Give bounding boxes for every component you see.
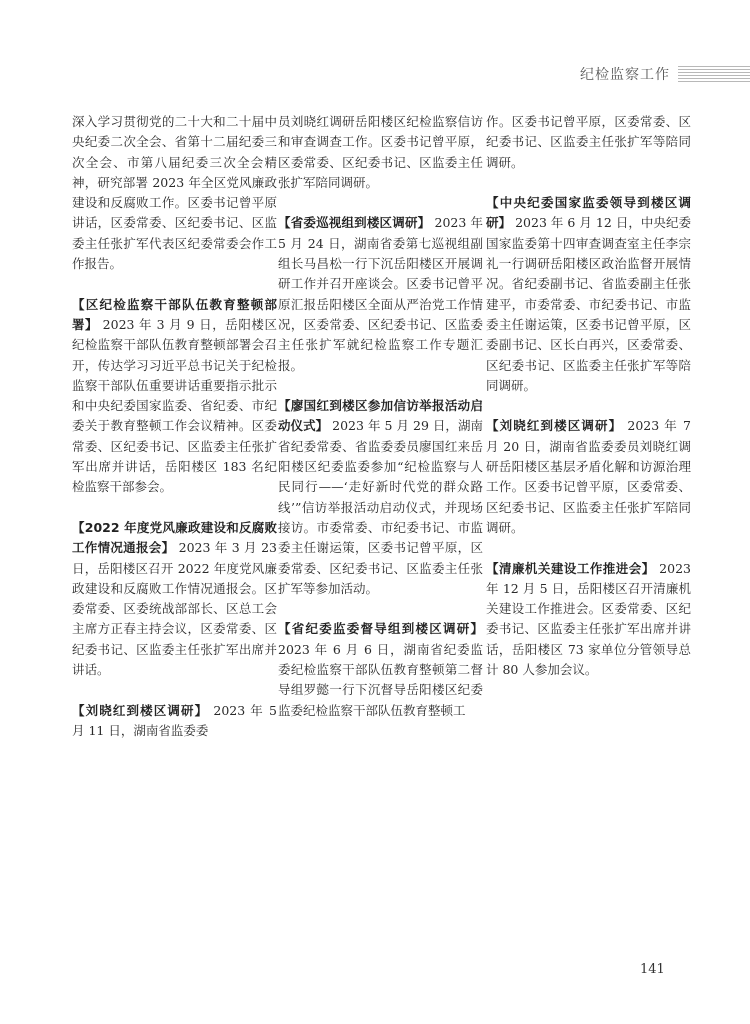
entry-body: 作。区委书记曾平原，区委常委、区纪委书记、区监委主任张扩军等陪同调研。: [486, 114, 691, 170]
section-title: 纪检监察工作: [580, 67, 670, 83]
news-entry: [72, 701, 277, 742]
text-column-2: [278, 112, 483, 962]
news-entry: [486, 112, 691, 173]
entry-title: 【省委巡视组到楼区调研】: [278, 215, 431, 231]
entry-body: 2023 年 5 月 24 日，湖南省委第七巡视组副组长马昌松一行下沉岳阳楼区开展调研工作并召开座谈会。区委书记曾平原汇报岳阳楼区全面从严治党工作情况，区委常委、区纪委书记、区监委主任张扩军就纪检监察工作专题汇报。: [278, 215, 483, 373]
news-entry: [278, 619, 483, 720]
entry-body: 2023 年 5 月 29 日，湖南省纪委常委、省监委委员廖国红来岳阳楼区纪委监委参加“纪检监察与人民同行——‘走好新时代党的群众路线’”信访举报活动启动仪式，并现场接访。市委常委、市纪委书记、市监委主任谢运策，区委书记曾平原，区委常委、区纪委书记、区监委主任张扩军等参加活动。: [278, 418, 483, 596]
news-entry: [72, 112, 277, 274]
news-entry: [278, 396, 483, 599]
text-column-1: [72, 112, 277, 962]
entry-body: 2023 年 6 月 6 日，湖南省纪委监委纪检监察干部队伍教育整顿第二督导组罗懿一行下沉督导岳阳楼区纪委监委纪检监察干部队伍教育整顿工: [278, 641, 483, 718]
header-decoration-stripes: [678, 66, 750, 82]
entry-body: 2023 年 7 月 20 日，湖南省监委委员刘晓红调研岳阳楼区基层矛盾化解和访源治理工作。区委书记曾平原，区委常委、区纪委书记、区监委主任张扩军陪同调研。: [486, 418, 691, 535]
entry-body: 2023 年 5 月 11 日，湖南省监委委: [72, 702, 277, 738]
entry-title: 【区纪检监察干部队伍教育整顿部署】: [72, 296, 277, 332]
entry-body: 深入学习贯彻党的二十大和二十届中央纪委二次全会、省第十二届纪委三次全会、市第八届纪委三次全会精神，研究部署 2023 年全区党风廉政建设和反腐败工作。区委书记曾平原讲话，区委常委、区纪委书记、区监委主任张扩军代表区纪委常委会作工作报告。: [72, 114, 277, 272]
news-entry: [72, 518, 277, 680]
news-entry: [278, 213, 483, 375]
entry-title: 【刘晓红到楼区调研】: [486, 418, 623, 434]
entry-title: 【2022 年度党风廉政建设和反腐败工作情况通报会】: [72, 519, 277, 556]
entry-title: 【廖国红到楼区参加信访举报活动启动仪式】: [278, 398, 483, 434]
entry-body: 2023 年 12 月 5 日，岳阳楼区召开清廉机关建设工作推进会。区委常委、区纪委书记、区监委主任张扩军出席并讲话，岳阳楼区 73 家单位分管领导总计 80 人参加会议。: [486, 560, 691, 678]
entry-title: 【清廉机关建设工作推进会】: [486, 560, 655, 576]
entry-body: 2023 年 3 月 9 日，岳阳楼区纪检监察干部队伍教育整顿部署会召开，传达学习习近平总书记关于纪检监察干部队伍重要讲话重要指示批示和中央纪委国家监委、省纪委、市纪委关于教育整顿工作会议精神。区委常委、区纪委书记、区监委主任张扩军出席并讲话，岳阳楼区 183 名纪检监察干部参会。: [72, 316, 277, 495]
news-entry: [278, 112, 483, 193]
entry-title: 【省纪委监委督导组到楼区调研】: [278, 621, 483, 637]
entry-title: 【中央纪委国家监委领导到楼区调研】: [486, 195, 691, 231]
text-column-3: [486, 112, 691, 962]
page-number: 141: [640, 962, 665, 977]
entry-body: 员刘晓红调研岳阳楼区纪检监察信访和审查调查工作。区委书记曾平原，区委常委、区纪委书记、区监委主任张扩军陪同调研。: [278, 114, 483, 190]
news-entry: [486, 416, 691, 538]
news-entry: [72, 295, 277, 498]
entry-body: 2023 年 6 月 12 日，中央纪委国家监委第十四审查调查室主任李宗礼一行调研岳阳楼区政治监督开展情况。省纪委副书记、省监委副主任张建平，市委常委、市纪委书记、市监委主任谢运策，区委书记曾平原，区委副书记、区长白再兴，区委常委、区纪委书记、区监委主任张扩军等陪同调研。: [486, 215, 691, 393]
entry-title: 【刘晓红到楼区调研】: [72, 702, 209, 718]
news-entry: [486, 559, 691, 681]
entry-body: 2023 年 3 月 23 日，岳阳楼区召开 2022 年度党风廉政建设和反腐败工作情况通报会。区委常委、区委统战部部长、区总工会主席方正春主持会议，区委常委、区纪委书记、区监委主任张扩军出席并讲话。: [72, 540, 277, 678]
news-entry: [486, 193, 691, 396]
